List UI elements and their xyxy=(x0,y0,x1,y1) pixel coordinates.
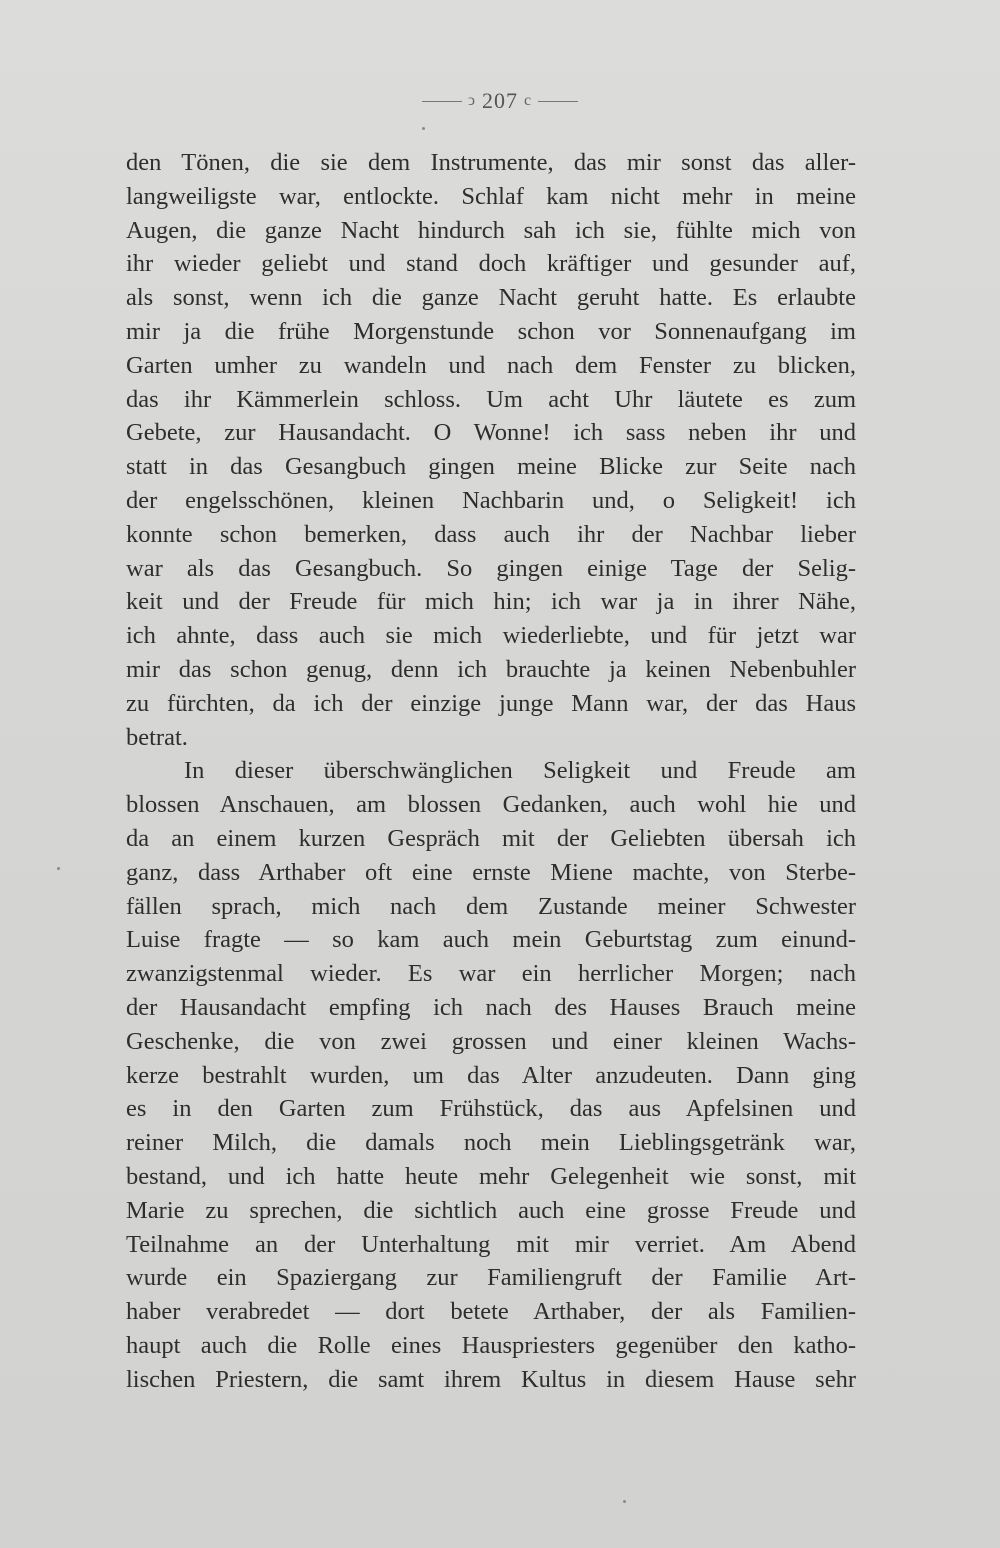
paper-speck xyxy=(623,1500,626,1503)
text-line: Geschenke, die von zwei grossen und einer kleinen Wachs- xyxy=(126,1027,856,1055)
text-line: Marie zu sprechen, die sichtlich auch eine grosse Freude und xyxy=(126,1196,856,1224)
text-line: kerze bestrahlt wurden, um das Alter anzudeuten. Dann ging xyxy=(126,1061,856,1089)
text-line: das ihr Kämmerlein schloss. Um acht Uhr läutete es zum xyxy=(126,385,856,413)
text-line: bestand, und ich hatte heute mehr Gelegenheit wie sonst, mit xyxy=(126,1162,856,1190)
text-line: Luise fragte — so kam auch mein Geburtstag zum einund- xyxy=(126,926,856,954)
body-text xyxy=(126,146,856,1396)
text-line: blossen Anschauen, am blossen Gedanken, auch wohl hie und xyxy=(126,791,856,819)
text-line: der engelsschönen, kleinen Nachbarin und, o Seligkeit! ich xyxy=(126,486,856,514)
text-line: es in den Garten zum Frühstück, das aus Apfelsinen und xyxy=(126,1095,856,1123)
paper-speck xyxy=(422,127,425,130)
text-line: Teilnahme an der Unterhaltung mit mir verriet. Am Abend xyxy=(126,1230,856,1258)
text-line: ich ahnte, dass auch sie mich wiederliebte, und für jetzt war xyxy=(126,622,856,650)
text-line: da an einem kurzen Gespräch mit der Geliebten übersah ich xyxy=(126,824,856,852)
header-rule-right xyxy=(538,101,578,102)
text-line: den Tönen, die sie dem Instrumente, das mir sonst das aller- xyxy=(126,149,856,176)
paragraph-start-line: In dieser überschwänglichen Seligkeit und Freude am xyxy=(184,757,856,785)
text-line: keit und der Freude für mich hin; ich war ja in ihrer Nähe, xyxy=(126,588,856,616)
text-line: mir ja die frühe Morgenstunde schon vor Sonnenaufgang im xyxy=(126,317,856,345)
page-number: 207 xyxy=(482,88,518,113)
page-header xyxy=(0,88,1000,114)
header-ornament-left: ↄ xyxy=(467,92,476,109)
text-line: haupt auch die Rolle eines Hauspriesters gegenüber den katho- xyxy=(126,1331,856,1359)
text-line: als sonst, wenn ich die ganze Nacht geruht hatte. Es erlaubte xyxy=(126,284,856,312)
text-line: mir das schon genug, denn ich brauchte ja keinen Nebenbuhler xyxy=(126,655,856,683)
text-line: Augen, die ganze Nacht hindurch sah ich sie, fühlte mich von xyxy=(126,216,856,244)
text-line: zwanzigstenmal wieder. Es war ein herrlicher Morgen; nach xyxy=(126,960,856,988)
text-line: wurde ein Spaziergang zur Familiengruft der Familie Art- xyxy=(126,1264,856,1292)
text-line: Gebete, zur Hausandacht. O Wonne! ich sass neben ihr und xyxy=(126,419,856,447)
text-line: war als das Gesangbuch. So gingen einige Tage der Selig- xyxy=(126,554,856,582)
text-line: langweiligste war, entlockte. Schlaf kam nicht mehr in meine xyxy=(126,182,856,210)
text-line: lischen Priestern, die samt ihrem Kultus in diesem Hause sehr xyxy=(126,1365,856,1393)
text-line: der Hausandacht empfing ich nach des Hauses Brauch meine xyxy=(126,993,856,1021)
text-line: ganz, dass Arthaber oft eine ernste Miene machte, von Sterbe- xyxy=(126,858,856,886)
header-ornament-right: c xyxy=(524,92,533,109)
text-line: konnte schon bemerken, dass auch ihr der Nachbar lieber xyxy=(126,520,856,548)
text-line: zu fürchten, da ich der einzige junge Mann war, der das Haus xyxy=(126,689,856,717)
text-line: ihr wieder geliebt und stand doch kräftiger und gesunder auf, xyxy=(126,250,856,278)
text-line: fällen sprach, mich nach dem Zustande meiner Schwester xyxy=(126,892,856,920)
text-line: haber verabredet — dort betete Arthaber, der als Familien- xyxy=(126,1298,856,1326)
paper-speck xyxy=(57,867,60,870)
text-line: Garten umher zu wandeln und nach dem Fenster zu blicken, xyxy=(126,351,856,379)
text-line: statt in das Gesangbuch gingen meine Blicke zur Seite nach xyxy=(126,453,856,481)
header-rule-left xyxy=(422,101,462,102)
paragraph-end-line: betrat. xyxy=(126,723,188,751)
text-line: reiner Milch, die damals noch mein Lieblingsgetränk war, xyxy=(126,1129,856,1157)
